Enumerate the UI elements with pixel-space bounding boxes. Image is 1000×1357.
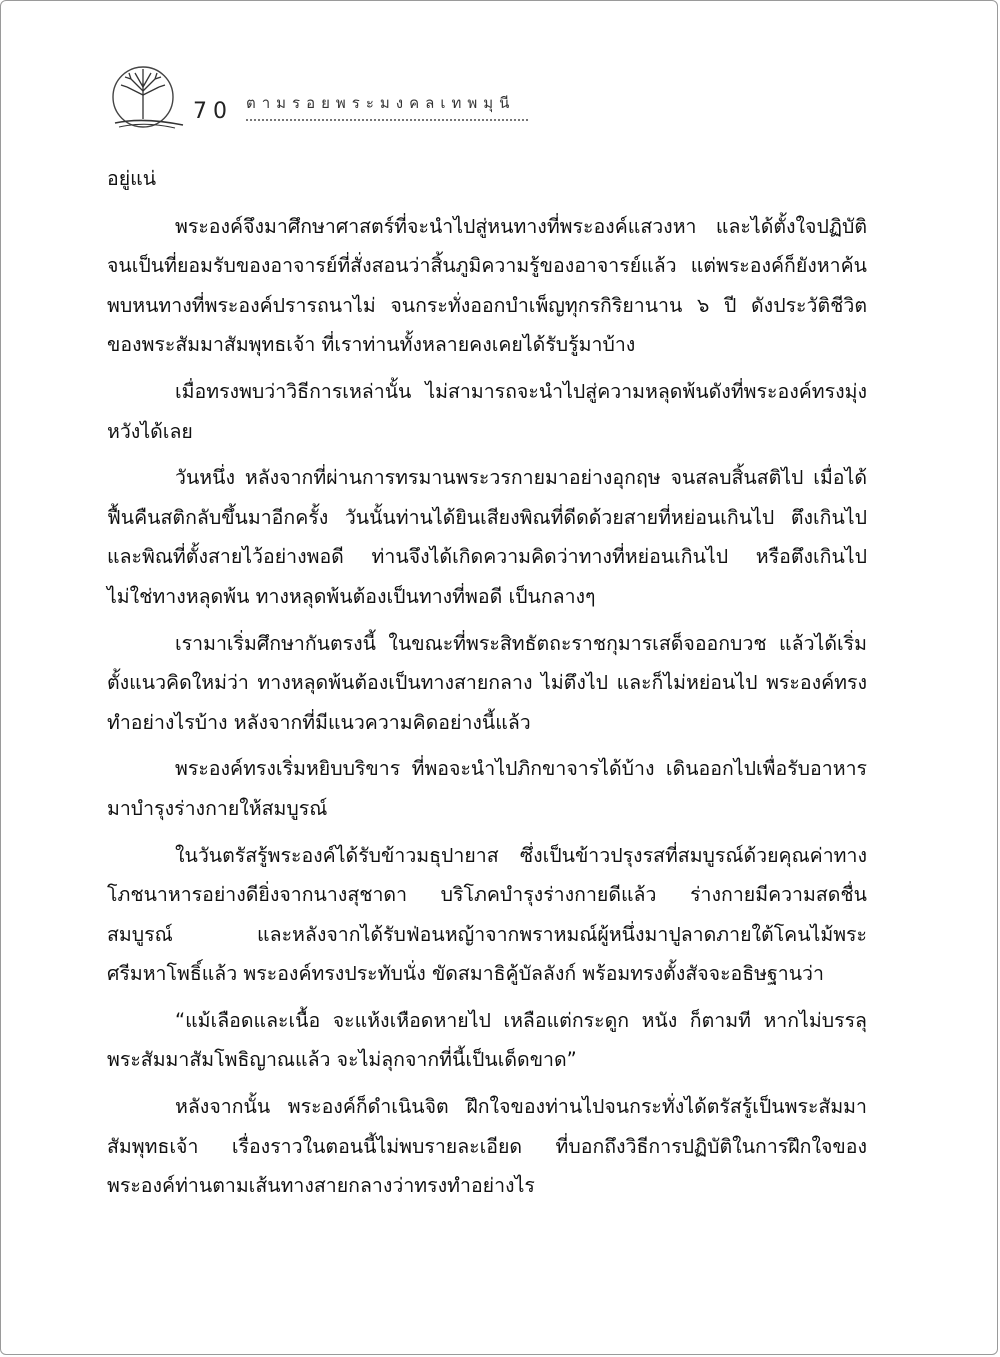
running-title: ตามรอยพระมงคลเทพมุนี	[246, 94, 516, 112]
paragraph: เมื่อทรงพบว่าวิธีการเหล่านั้น ไม่สามารถจะนำไปสู่ความหลุดพ้นดังที่พระองค์ทรงมุ่งหวังได้เลย	[107, 379, 867, 443]
paragraph: พระองค์จึงมาศึกษาศาสตร์ที่จะนำไปสู่หนทางที่พระองค์แสวงหา และได้ตั้งใจปฏิบัติจนเป็นที่ยอมรับของอาจารย์ที่สั่งสอนว่าสิ้นภูมิความรู้ของอาจารย์แล้ว แต่พระองค์ก็ยังหาค้นพบหนทางที่พระองค์ปรารถนาไม่ จนกระทั่งออกบำเพ็ญทุกรกิริยานาน ๖ ปี ดังประวัติชีวิตของพระสัมมาสัมพุทธเจ้า ที่เราท่านทั้งหลายคงเคยได้รับรู้มาบ้าง	[107, 214, 867, 357]
paragraph: วันหนึ่ง หลังจากที่ผ่านการทรมานพระวรกายมาอย่างอุกฤษ จนสลบสิ้นสติไป เมื่อได้ฟื้นคืนสติกลับขึ้นมาอีกครั้ง วันนั้นท่านได้ยินเสียงพิณที่ดีดด้วยสายที่หย่อนเกินไป ตึงเกินไป และพิณที่ตั้งสายไว้อย่างพอดี ท่านจึงได้เกิดความคิดว่าทางที่หย่อนเกินไป หรือตึงเกินไป ไม่ใช่ทางหลุดพ้น ทางหลุดพ้นต้องเป็นทางที่พอดี เป็นกลางๆ	[107, 466, 867, 608]
paragraph: พระองค์ทรงเริ่มหยิบบริขาร ที่พอจะนำไปภิกขาจารได้บ้าง เดินออกไปเพื่อรับอาหารมาบำรุงร่างกายให้สมบูรณ์	[107, 757, 867, 820]
bodhi-tree-logo-icon	[105, 61, 187, 133]
quote-paragraph: “แม้เลือดและเนื้อ จะแห้งเหือดหายไป เหลือแต่กระดูก หนัง ก็ตามที หากไม่บรรลุพระสัมมาสัมโพธิญาณแล้ว จะไม่ลุกจากที่นี้เป็นเด็ดขาด”	[107, 1008, 867, 1072]
paragraph: หลังจากนั้น พระองค์ก็ดำเนินจิต ฝึกใจของท่านไปจนกระทั่งได้ตรัสรู้เป็นพระสัมมาสัมพุทธเจ้า เรื่องราวในตอนนี้ไม่พบรายละเอียด ที่บอกถึงวิธีการปฏิบัติในการฝึกใจของพระองค์ท่านตามเส้นทางสายกลางว่าทรงทำอย่างไร	[107, 1095, 867, 1198]
paragraph: เรามาเริ่มศึกษากันตรงนี้ ในขณะที่พระสิทธัตถะราชกุมารเสด็จออกบวช แล้วได้เริ่มตั้งแนวคิดใหม่ว่า ทางหลุดพ้นต้องเป็นทางสายกลาง ไม่ตึงไป และก็ไม่หย่อนไป พระองค์ทรงทำอย่างไรบ้าง หลังจากที่มีแนวความคิดอย่างนี้แล้ว	[107, 631, 867, 734]
paragraph: ในวันตรัสรู้พระองค์ได้รับข้าวมธุปายาส ซึ่งเป็นข้าวปรุงรสที่สมบูรณ์ด้วยคุณค่าทางโภชนาหารอย่างดียิ่งจากนางสุชาดา บริโภคบำรุงร่างกายดีแล้ว ร่างกายมีความสดชื่น สมบูรณ์ และหลังจากได้รับฟ่อนหญ้าจากพราหมณ์ผู้หนึ่งมาปูลาดภายใต้โคนไม้พระศรีมหาโพธิ์แล้ว พระองค์ทรงประทับนั่ง ขัดสมาธิคู้บัลลังก์ พร้อมทรงตั้งสัจจะอธิษฐานว่า	[107, 843, 867, 986]
page-number: 70	[193, 99, 233, 124]
header-dotted-rule	[246, 119, 528, 121]
body-text	[107, 159, 867, 1213]
page-header	[101, 61, 541, 141]
paragraph: อยู่แน่	[107, 167, 157, 190]
